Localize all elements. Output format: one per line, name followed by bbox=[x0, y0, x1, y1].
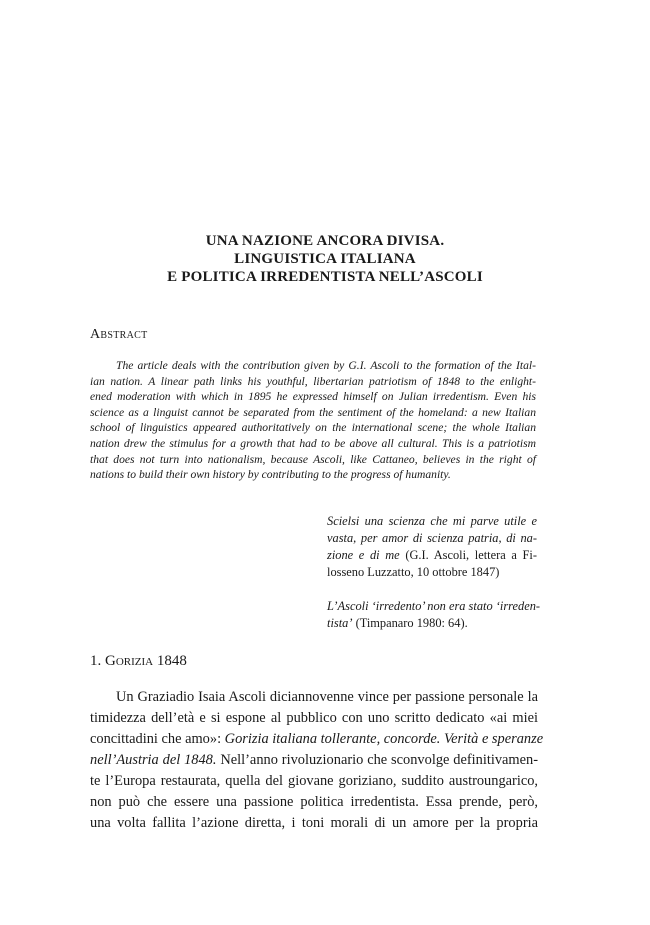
title-line-3: E POLITICA IRREDENTISTA NELL’ASCOLI bbox=[167, 269, 483, 285]
section-number: 1. bbox=[90, 653, 102, 669]
body-line: Un Graziadio Isaia Ascoli diciannovenne vince per passione personale la bbox=[116, 689, 538, 705]
body-fragment: Nell’anno rivoluzionario che sconvolge definitivamen- bbox=[216, 752, 538, 768]
epigraph-line: vasta, per amor di scienza patria, di na- bbox=[327, 531, 537, 545]
title-line-1: UNA NAZIONE ANCORA DIVISA. bbox=[205, 233, 445, 249]
abstract-line: ened moderation with which in 1895 he expressed himself on Julian irredentism. Even his bbox=[90, 390, 536, 404]
abstract-line: school of linguistics appeared authoritatively on the international scene; the whole Italian bbox=[90, 421, 536, 435]
body-line: timidezza dell’età e si espone al pubblico con uno scritto dedicato «ai miei bbox=[90, 710, 538, 726]
title-line-2: LINGUISTICA ITALIANA bbox=[234, 251, 416, 267]
body-line: te l’Europa restaurata, quella del giovane goriziano, suddito austroungarico, bbox=[90, 773, 538, 789]
epigraph-citation-fragment: (G.I. Ascoli, lettera a Fi- bbox=[399, 548, 537, 562]
section-title: Gorizia 1848 bbox=[105, 653, 187, 669]
epigraph-line bbox=[327, 547, 537, 564]
abstract-line: nation drew the stimulus for a growth that had to be above all cultural. This is a patriotism bbox=[90, 436, 536, 450]
epigraph bbox=[327, 513, 541, 632]
body-italic-fragment: Gorizia italiana tollerante, concorde. Verità e speranze bbox=[224, 731, 544, 747]
body-line: una volta fallita l’azione diretta, i toni morali di un amore per la propria bbox=[90, 815, 538, 831]
body-line: non può che essere una passione politica irredentista. Essa prende, però, bbox=[90, 794, 538, 810]
epigraph-italic-fragment: tista’ bbox=[327, 616, 353, 630]
body-line bbox=[90, 750, 538, 771]
abstract-line: that does not turn into nationalism, because Ascoli, like Cattaneo, believes in the right of bbox=[90, 452, 536, 466]
abstract-line: The article deals with the contribution given by G.I. Ascoli to the formation of the Ital- bbox=[116, 359, 536, 372]
body-fragment: concittadini che amo»: bbox=[90, 731, 225, 747]
abstract-line: science as a linguist cannot be separated from the sentiment of the homeland: a new Italian bbox=[90, 405, 536, 419]
abstract-heading: Abstract bbox=[90, 327, 148, 342]
abstract-line: nations to build their own history by contributing to the progress of humanity. bbox=[90, 468, 451, 482]
abstract-body bbox=[90, 358, 536, 483]
epigraph-citation-fragment: (Timpanaro 1980: 64). bbox=[352, 616, 468, 630]
body-text bbox=[90, 687, 544, 834]
epigraph-line: Scielsi una scienza che mi parve utile e bbox=[327, 514, 537, 528]
section-heading bbox=[90, 653, 187, 670]
epigraph-italic-fragment: zione e di me bbox=[327, 548, 400, 562]
abstract-line: ian nation. A linear path links his youthful, libertarian patriotism of 1848 to the enlight- bbox=[90, 374, 536, 388]
body-line bbox=[90, 729, 544, 750]
epigraph-line bbox=[327, 615, 537, 632]
epigraph-line: L’Ascoli ‘irredento’ non era stato ‘irreden- bbox=[327, 599, 541, 613]
article-title bbox=[0, 232, 650, 286]
body-italic-fragment: nell’Austria del 1848. bbox=[90, 752, 217, 768]
epigraph-line: losseno Luzzatto, 10 ottobre 1847) bbox=[327, 565, 500, 579]
